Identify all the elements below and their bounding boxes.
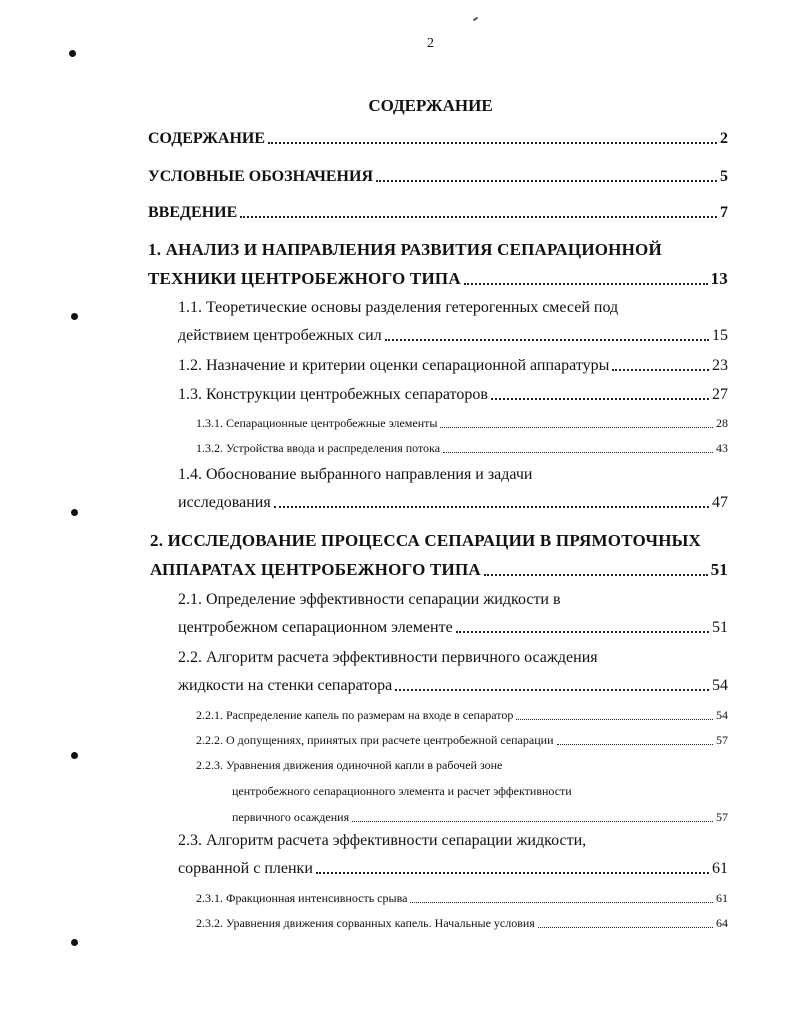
toc-entry-page: 13 [710,269,728,288]
toc-entry-title-cont: действием центробежных сил [178,327,382,344]
toc-entry-title: ВВЕДЕНИЕ [148,204,238,221]
toc-entry-page: 43 [716,441,728,455]
toc-entry-page: 47 [712,494,728,511]
toc-entry-page: 51 [710,560,728,579]
dot-leader [516,719,713,720]
dot-leader [484,574,708,576]
dot-leader [274,506,709,508]
toc-entry[interactable] [178,386,728,404]
toc-entry-title: 2.1. Определение эффективности сепарации жидкости в [178,591,561,608]
toc-entry-title: 1.1. Теоретические основы разделения гетерогенных смесей под [178,299,619,316]
dot-leader [410,902,713,903]
toc-entry[interactable] [148,240,728,289]
toc-entry-title: 1.3.2. Устройства ввода и распределения потока [196,441,441,455]
toc-entry-page: 64 [716,916,728,930]
toc-entry[interactable] [178,649,728,695]
punch-hole [71,509,78,516]
toc-entry-page: 7 [720,204,728,221]
dot-leader [456,631,709,633]
toc-entry-title: 1.3.1. Сепарационные центробежные элементы [196,416,438,430]
toc-entry-page: 61 [716,891,728,905]
dot-leader [385,339,709,341]
toc-entry[interactable] [178,832,728,878]
toc-entry-title: 1.3. Конструкции центробежных сепараторов [178,386,488,403]
toc-entry-title: 1.2. Назначение и критерии оценки сепарационной аппаратуры [178,357,610,374]
dot-leader [443,452,713,453]
toc-entry-page: 23 [712,357,728,374]
dot-leader [538,927,713,928]
toc-entry-page: 54 [712,677,728,694]
toc-entry-title: 2. ИССЛЕДОВАНИЕ ПРОЦЕССА СЕПАРАЦИИ В ПРЯМОТОЧНЫХ [150,531,701,550]
toc-entry-title-cont: ТЕХНИКИ ЦЕНТРОБЕЖНОГО ТИПА [148,269,461,288]
toc-entry-page: 57 [716,733,728,747]
toc-entry-title-cont: исследования [178,494,271,511]
dot-leader [464,283,708,285]
toc-entry[interactable] [178,466,728,512]
toc-entry-page: 2 [720,130,728,147]
dot-leader [268,142,717,144]
toc-entry-page: 5 [720,168,728,185]
toc-entry[interactable] [178,357,728,375]
toc-entry-page: 57 [716,810,728,824]
toc-entry-title-cont: центробежного сепарационного элемента и расчет эффективности [232,784,572,798]
toc-entry-title-cont: первичного осаждения [232,810,350,824]
toc-entry[interactable] [178,591,728,637]
toc-entry-title: 2.3. Алгоритм расчета эффективности сепарации жидкости, [178,832,587,849]
punch-hole [71,752,78,759]
toc-entry-title: 2.3.1. Фракционная интенсивность срыва [196,891,408,905]
toc-entry-title: 1.4. Обоснование выбранного направления и задачи [178,466,533,483]
toc-entry-page: 15 [712,327,728,344]
toc-entry[interactable] [196,733,728,748]
toc-entry-title-cont: АППАРАТАХ ЦЕНТРОБЕЖНОГО ТИПА [150,560,481,579]
dot-leader [440,427,713,428]
toc-entry-title: 2.2.3. Уравнения движения одиночной капли в рабочей зоне [196,758,503,772]
toc-entry-page: 54 [716,708,728,722]
toc-entry-title: СОДЕРЖАНИЕ [148,130,266,147]
toc-entry-title-cont: жидкости на стенки сепаратора [178,677,393,694]
dot-leader [352,821,713,822]
toc-entry-title: 2.2. Алгоритм расчета эффективности первичного осаждения [178,649,598,666]
dot-leader [240,216,717,218]
dot-leader [316,872,709,874]
punch-hole [71,313,78,320]
toc-entry[interactable] [196,916,728,931]
dot-leader [395,689,709,691]
toc-entry[interactable] [196,416,728,431]
toc-entry-title-cont: центробежном сепарационном элементе [178,619,453,636]
toc-entry-title-cont: сорванной с пленки [178,860,313,877]
toc-entry-title: 2.2.1. Распределение капель по размерам на входе в сепаратор [196,708,514,722]
toc-entry-title: 1. АНАЛИЗ И НАПРАВЛЕНИЯ РАЗВИТИЯ СЕПАРАЦИОННОЙ [148,240,662,259]
dot-leader [612,369,709,371]
toc-entry-page: 51 [712,619,728,636]
toc-entry-page: 28 [716,416,728,430]
toc-entry[interactable] [178,299,728,345]
toc-entry[interactable] [148,130,728,148]
toc-entry[interactable] [196,708,728,723]
toc-entry-page: 61 [712,860,728,877]
toc-entry-title: 2.2.2. О допущениях, принятых при расчете центробежной сепарации [196,733,554,747]
toc-entry[interactable] [148,168,728,186]
scan-mark [473,17,478,22]
toc-entry-page: 27 [712,386,728,403]
punch-hole [69,50,76,57]
dot-leader [376,180,717,182]
dot-leader [557,744,713,745]
toc-entry[interactable] [196,758,728,825]
toc-entry[interactable] [196,891,728,906]
toc-entry[interactable] [148,204,728,222]
dot-leader [491,398,709,400]
toc-entry-title: 2.3.2. Уравнения движения сорванных капель. Начальные условия [196,916,535,930]
toc-heading: СОДЕРЖАНИЕ [368,96,493,115]
toc-entry-title: УСЛОВНЫЕ ОБОЗНАЧЕНИЯ [148,168,373,185]
toc-entry[interactable] [196,441,728,456]
toc-entry[interactable] [150,531,728,580]
page-number: 2 [427,36,434,51]
punch-hole [71,939,78,946]
